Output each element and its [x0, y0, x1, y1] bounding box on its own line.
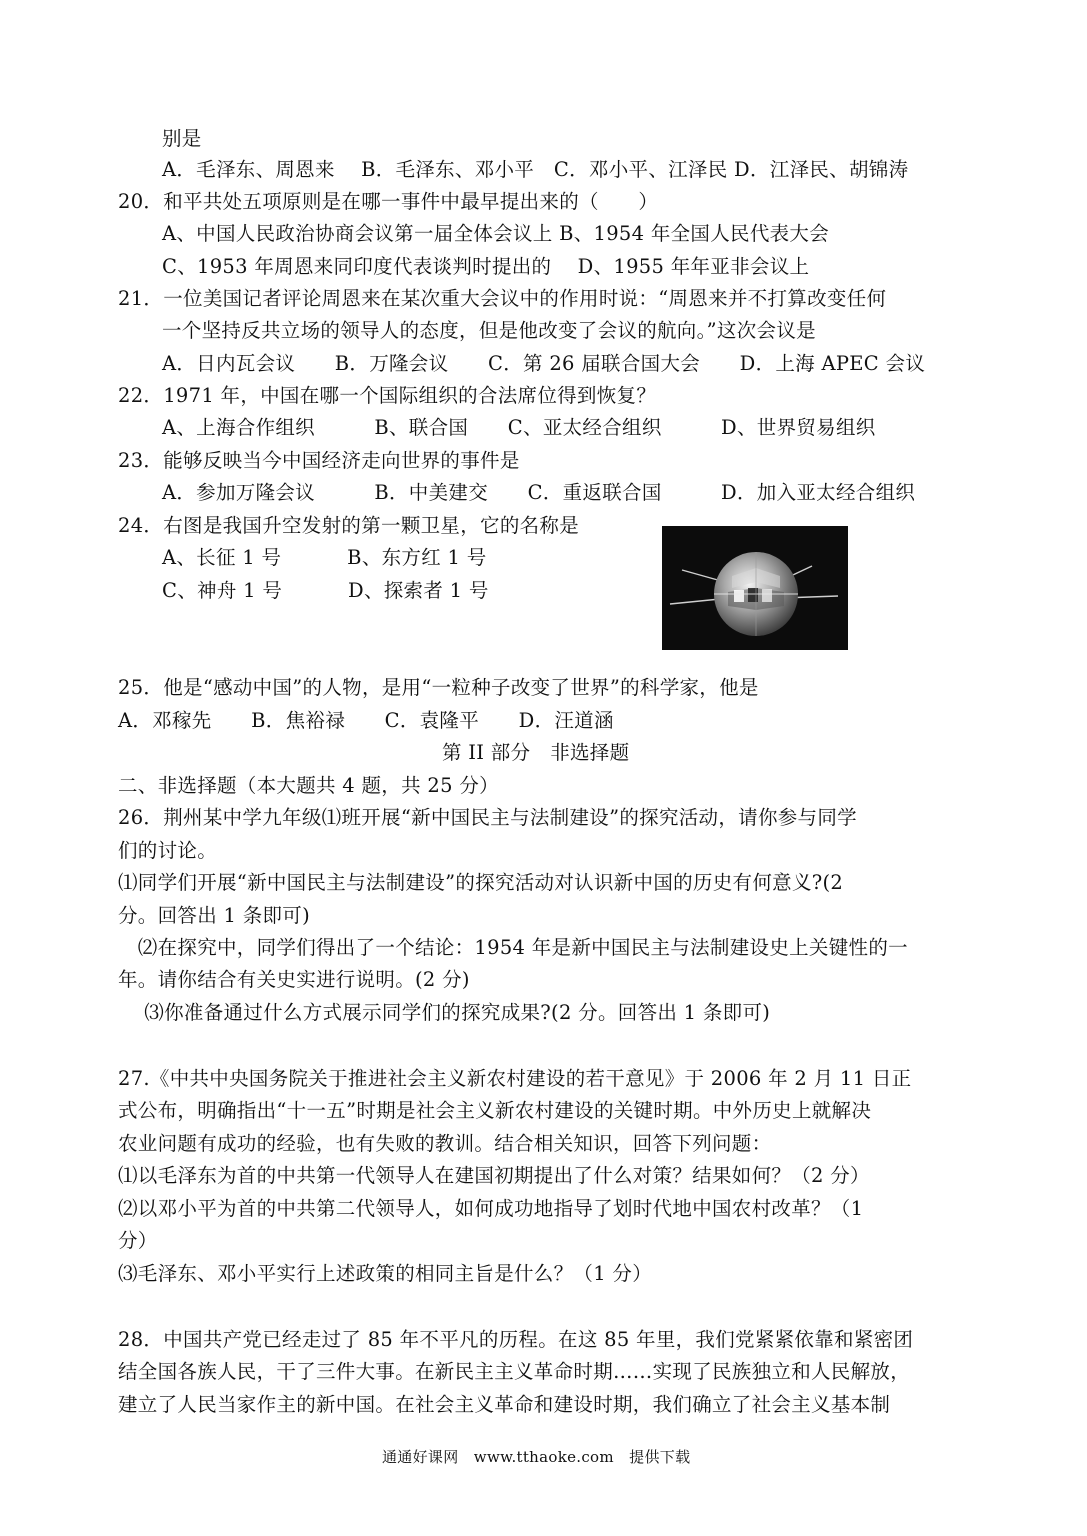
part2-title: 第 II 部分 非选择题 — [442, 741, 630, 764]
satellite-icon — [662, 526, 848, 650]
q19-continuation: 别是 — [162, 127, 202, 150]
q28-line2: 结全国各族人民，干了三件大事。在新民主主义革命时期……实现了民族独立和人民解放， — [118, 1360, 911, 1383]
q21-options: A．日内瓦会议 B．万隆会议 C．第 26 届联合国大会 D．上海 APEC 会议 — [162, 352, 926, 375]
q27-stem-line3: 农业问题有成功的经验，也有失败的教训。结合相关知识，回答下列问题： — [118, 1132, 772, 1155]
q26-part3: ⑶你准备通过什么方式展示同学们的探究成果?(2 分。回答出 1 条即可) — [118, 1001, 771, 1024]
q23-stem: 23．能够反映当今中国经济走向世界的事件是 — [118, 449, 520, 472]
q23-options: A．参加万隆会议 B．中美建交 C．重返联合国 D．加入亚太经合组织 — [162, 481, 916, 504]
q27-part2-line2: 分） — [118, 1229, 158, 1252]
q20-options-line2: C、1953 年周恩来同印度代表谈判时提出的 D、1955 年年亚非会议上 — [162, 255, 810, 278]
q26-stem-line2: 们的讨论。 — [118, 839, 218, 862]
page-footer: 通通好课网 www.tthaoke.com 提供下载 — [382, 1448, 691, 1466]
q19-options: A．毛泽东、周恩来 B．毛泽东、邓小平 C．邓小平、江泽民 D．江泽民、胡锦涛 — [162, 158, 909, 181]
q28-line3: 建立了人民当家作主的新中国。在社会主义革命和建设时期，我们确立了社会主义基本制 — [118, 1393, 891, 1416]
q26-part1-line1: ⑴同学们开展“新中国民主与法制建设”的探究活动对认识新中国的历史有何意义?(2 — [118, 871, 844, 894]
q26-part2-line2: 年。请你结合有关史实进行说明。(2 分) — [118, 968, 470, 991]
q22-options: A、上海合作组织 B、联合国 C、亚太经合组织 D、世界贸易组织 — [162, 416, 876, 439]
q27-part2-line1: ⑵以邓小平为首的中共第二代领导人，如何成功地指导了划时代地中国农村改革？（1 — [118, 1197, 864, 1220]
q24-options-line1: A、长征 1 号 B、东方红 1 号 — [162, 546, 487, 569]
q28-line1: 28．中国共产党已经走过了 85 年不平凡的历程。在这 85 年里，我们党紧紧依靠和紧密团 — [118, 1328, 914, 1351]
q26-part2-line1: ⑵在探究中，同学们得出了一个结论：1954 年是新中国民主与法制建设史上关键性的一 — [118, 936, 908, 959]
q27-stem-line2: 式公布，明确指出“十一五”时期是社会主义新农村建设的关键时期。中外历史上就解决 — [118, 1099, 872, 1122]
q20-options-line1: A、中国人民政治协商会议第一届全体会议上 B、1954 年全国人民代表大会 — [162, 222, 830, 245]
q24-stem: 24．右图是我国升空发射的第一颗卫星，它的名称是 — [118, 514, 580, 537]
part2-section-heading: 二、非选择题（本大题共 4 题，共 25 分） — [118, 774, 499, 797]
q26-part1-line2: 分。回答出 1 条即可) — [118, 904, 311, 927]
q27-part1: ⑴以毛泽东为首的中共第一代领导人在建国初期提出了什么对策？结果如何？（2 分） — [118, 1164, 870, 1187]
q21-stem-line1: 21．一位美国记者评论周恩来在某次重大会议中的作用时说：“周恩来并不打算改变任何 — [118, 287, 887, 310]
q24-options-line2: C、神舟 1 号 D、探索者 1 号 — [162, 579, 489, 602]
q25-stem: 25．他是“感动中国”的人物，是用“一粒种子改变了世界”的科学家，他是 — [118, 676, 759, 699]
satellite-photo — [662, 526, 848, 650]
q27-part3: ⑶毛泽东、邓小平实行上述政策的相同主旨是什么？（1 分） — [118, 1262, 653, 1285]
q20-stem: 20．和平共处五项原则是在哪一事件中最早提出来的（ ） — [118, 190, 659, 213]
q27-stem-line1: 27.《中共中央国务院关于推进社会主义新农村建设的若干意见》于 2006 年 2 月 11 日正 — [118, 1067, 912, 1090]
q21-stem-line2: 一个坚持反共立场的领导人的态度，但是他改变了会议的航向。”这次会议是 — [162, 319, 816, 342]
q26-stem-line1: 26．荆州某中学九年级⑴班开展“新中国民主与法制建设”的探究活动，请你参与同学 — [118, 806, 857, 829]
q25-options: A．邓稼先 B．焦裕禄 C．袁隆平 D．汪道涵 — [118, 709, 614, 732]
q22-stem: 22．1971 年，中国在哪一个国际组织的合法席位得到恢复？ — [118, 384, 657, 407]
